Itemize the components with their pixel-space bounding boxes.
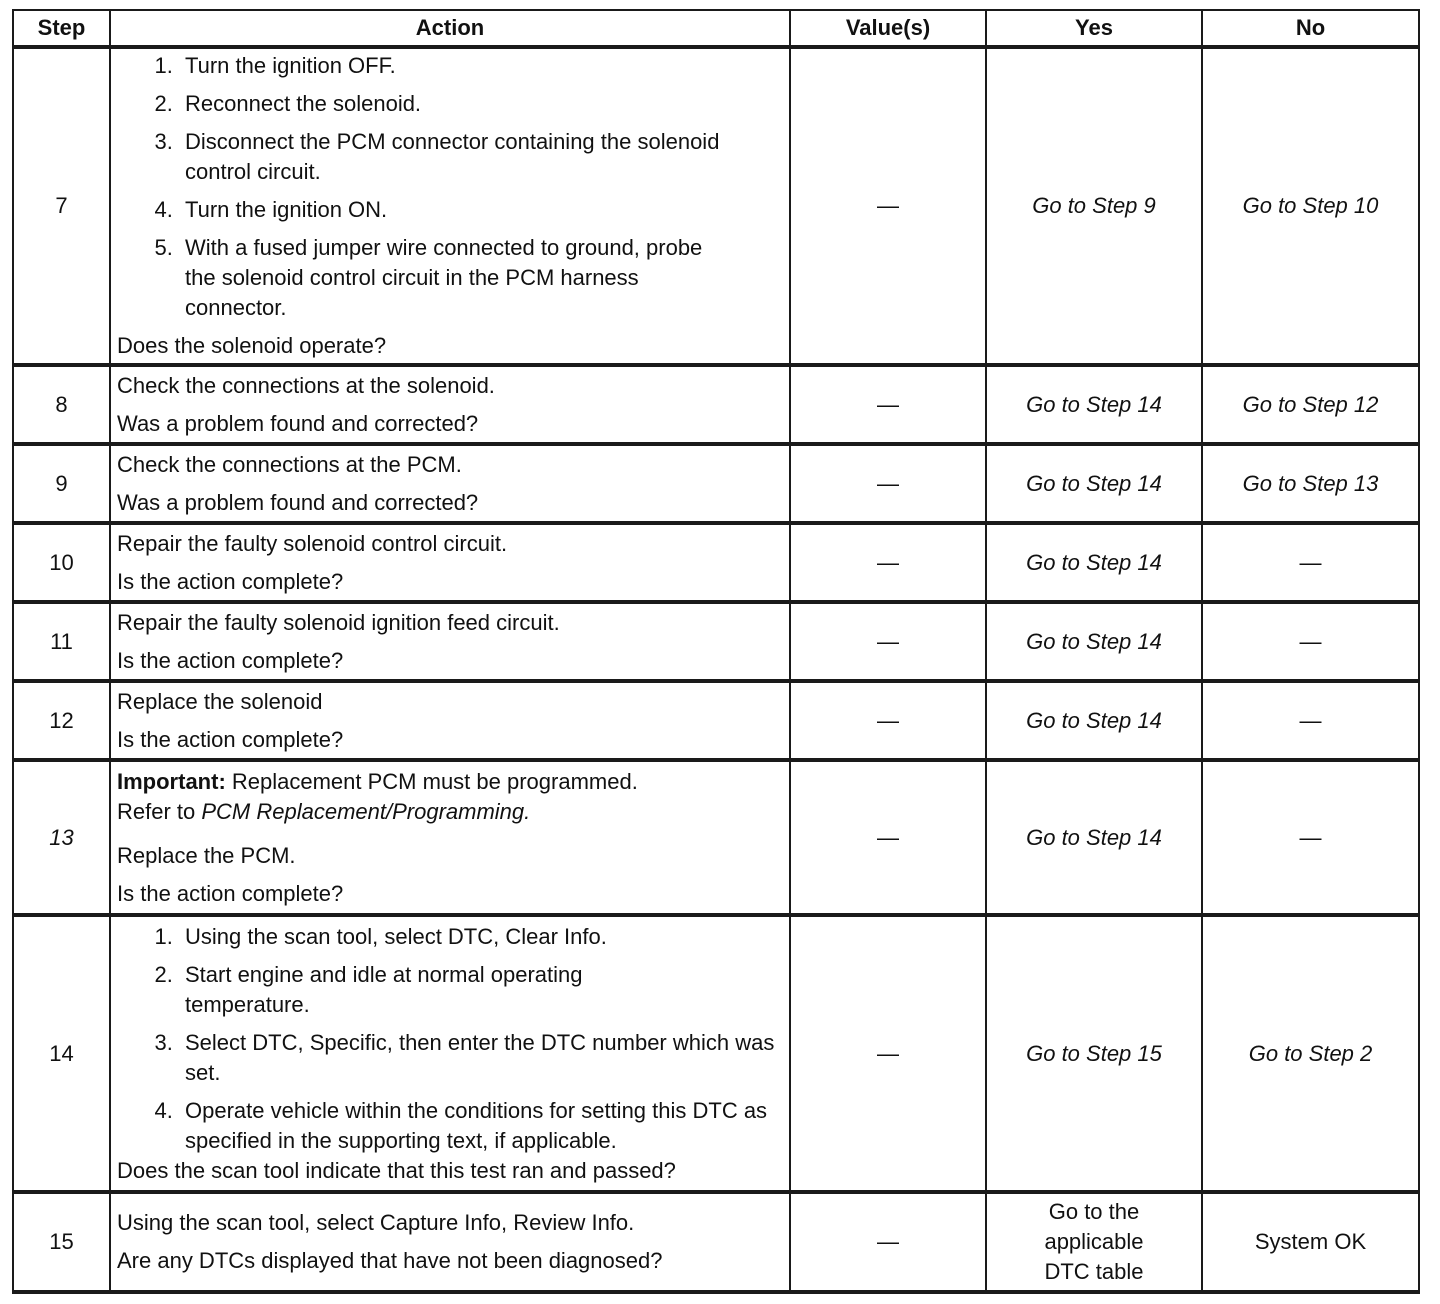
no-cell: Go to Step 2 [1202,915,1419,1192]
action-question: Is the action complete? [117,647,344,673]
value-cell: — [790,523,986,602]
yes-cell: Go to Step 14 [986,760,1202,915]
yes-cell: Go to Step 15 [986,915,1202,1192]
action-step: 5. With a fused jumper wire connected to ground, probe the solenoid control circuit in the PCM harness connector. [179,233,725,323]
value-cell: — [790,681,986,760]
yes-line: DTC table [1044,1259,1144,1284]
header-no: No [1202,10,1419,47]
action-question: Are any DTCs displayed that have not been diagnosed? [117,1248,663,1273]
refer-prefix: Refer to [117,798,202,824]
action-line: Replace the PCM. [117,842,296,868]
action-step: 3. Disconnect the PCM connector containing the solenoid control circuit. [179,127,725,187]
value-cell: — [790,760,986,915]
step-number: 11 [13,602,110,681]
diagnostic-table [12,9,1420,1294]
yes-cell [986,1192,1202,1292]
value-cell: — [790,365,986,444]
action-step: 1. Turn the ignition OFF. [179,51,783,81]
action-steps-list [117,922,783,1156]
action-cell [110,1192,790,1292]
yes-cell: Go to Step 14 [986,602,1202,681]
table-row [13,760,1419,915]
value-cell: — [790,47,986,365]
step-number: 7 [13,47,110,365]
value-cell: — [790,602,986,681]
action-cell [110,444,790,523]
action-line: Check the connections at the PCM. [117,451,462,477]
action-question: Was a problem found and corrected? [117,489,479,515]
step-number: 15 [13,1192,110,1292]
value-cell: — [790,444,986,523]
action-question: Is the action complete? [117,880,344,906]
action-question: Does the scan tool indicate that this test ran and passed? [117,1157,676,1183]
action-step: 2. Start engine and idle at normal operating temperature. [179,960,685,1020]
step-number: 8 [13,365,110,444]
value-cell: — [790,915,986,1192]
table-row [13,365,1419,444]
no-cell: — [1202,602,1419,681]
yes-cell: Go to Step 14 [986,681,1202,760]
action-question: Was a problem found and corrected? [117,410,479,436]
action-line: Repair the faulty solenoid ignition feed circuit. [117,609,560,635]
table-row [13,47,1419,365]
important-text: Replacement PCM must be programmed. [225,768,638,794]
yes-cell: Go to Step 14 [986,444,1202,523]
table-row [13,1192,1419,1292]
action-steps-list [117,51,783,323]
header-values: Value(s) [790,10,986,47]
table-row [13,915,1419,1192]
step-number: 14 [13,915,110,1192]
action-line: Using the scan tool, select Capture Info, Review Info. [117,1210,635,1235]
header-step: Step [13,10,110,47]
header-action: Action [110,10,790,47]
step-number: 9 [13,444,110,523]
action-step: 4. Operate vehicle within the conditions for setting this DTC as specified in the supporting text, if applicable. [179,1096,785,1156]
table-row [13,602,1419,681]
pcm-replacement-link[interactable]: PCM Replacement/Programming. [201,798,531,824]
important-label: Important: [117,768,226,794]
yes-line: applicable [1044,1229,1144,1254]
yes-line: Go to the [1048,1199,1140,1224]
no-cell: Go to Step 10 [1202,47,1419,365]
header-yes: Yes [986,10,1202,47]
no-cell: Go to Step 12 [1202,365,1419,444]
action-question: Is the action complete? [117,568,344,594]
action-cell [110,365,790,444]
no-cell: Go to Step 13 [1202,444,1419,523]
action-line: Check the connections at the solenoid. [117,372,495,398]
step-number: 10 [13,523,110,602]
action-cell [110,602,790,681]
action-line: Repair the faulty solenoid control circuit. [117,530,508,556]
no-cell: System OK [1202,1192,1419,1292]
yes-cell: Go to Step 14 [986,365,1202,444]
action-cell [110,915,790,1192]
action-cell [110,681,790,760]
action-cell [110,760,790,915]
header-row [13,10,1419,47]
value-cell: — [790,1192,986,1292]
important-note [117,767,783,827]
action-step: 4. Turn the ignition ON. [179,195,783,225]
action-cell [110,47,790,365]
no-cell: — [1202,760,1419,915]
action-cell [110,523,790,602]
yes-cell: Go to Step 14 [986,523,1202,602]
table-row [13,523,1419,602]
yes-cell: Go to Step 9 [986,47,1202,365]
action-line: Replace the solenoid [117,688,323,714]
action-step: 2. Reconnect the solenoid. [179,89,783,119]
action-question: Is the action complete? [117,726,344,752]
action-question: Does the solenoid operate? [117,333,387,358]
step-number: 12 [13,681,110,760]
no-cell: — [1202,681,1419,760]
action-step: 3. Select DTC, Specific, then enter the DTC number which was set. [179,1028,775,1088]
step-number: 13 [13,760,110,915]
no-cell: — [1202,523,1419,602]
table-row [13,444,1419,523]
action-step: 1. Using the scan tool, select DTC, Clear Info. [179,922,783,952]
table-row [13,681,1419,760]
